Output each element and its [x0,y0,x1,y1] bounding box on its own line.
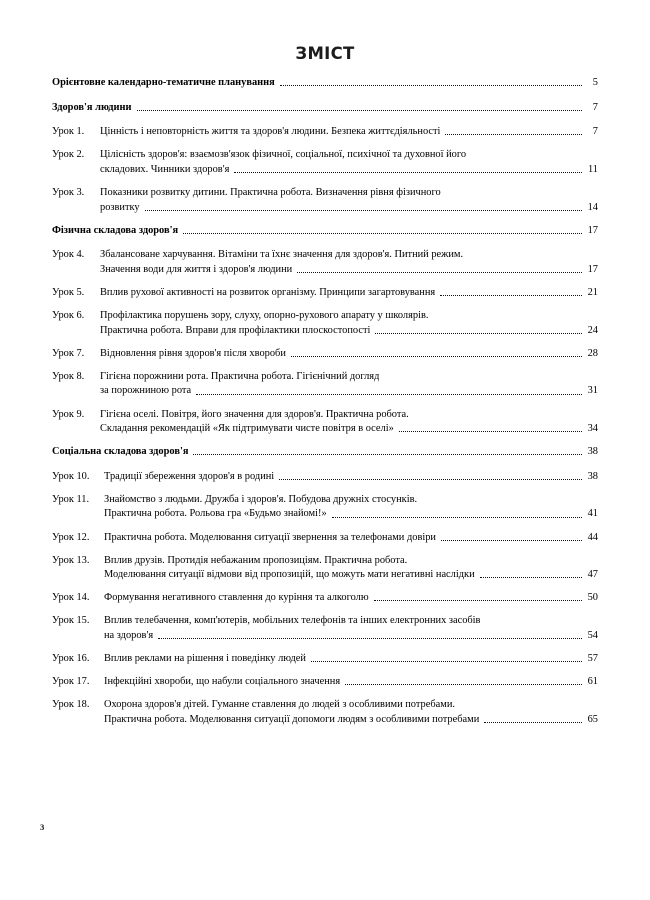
toc-entry-title-continued: Практична робота. Рольова гра «Будьмо знайомі!» [104,508,327,520]
toc-page-number: 61 [587,676,598,688]
dot-leader [484,721,582,723]
dot-leader [297,271,582,273]
toc-page-number: 21 [587,286,598,298]
toc-lesson-entry[interactable] [52,554,598,582]
dot-leader [193,453,582,455]
toc-entry-title-continued: Практична робота. Моделювання ситуації допомоги людям з особливими потребами [104,713,480,725]
dot-leader [441,539,582,541]
dot-leader [311,660,582,662]
toc-lesson-entry[interactable] [52,248,598,276]
toc-entry-line [52,408,598,422]
dot-leader [183,232,582,234]
toc-lesson-entry[interactable] [52,347,598,361]
dot-leader [158,637,582,639]
toc-entry-label: Урок 11. [52,493,90,505]
toc-lesson-entry[interactable] [52,614,598,642]
toc-entry-line-continued [52,713,598,727]
dot-leader [137,109,582,111]
toc-entry-title: Вплив телебачення, комп'ютерів, мобільних телефонів та інших електронних засобів [104,615,481,627]
toc-entry-line [52,614,598,628]
toc-entry-label: Урок 12. [52,531,90,543]
toc-lesson-entry[interactable] [52,591,598,605]
toc-lesson-entry[interactable] [52,408,598,436]
toc-entry-line-continued [52,629,598,643]
toc-section-entry[interactable] [52,76,598,90]
toc-entry-title-continued: Моделювання ситуації відмови від пропозицій, що можуть мати негативні наслідки [104,569,475,581]
toc-entry-line [52,76,598,90]
dot-leader [196,393,582,395]
toc-entry-title: Цілісність здоров'я: взаємозв'язок фізичної, соціальної, психічної та духовної його [100,149,467,161]
dot-leader [234,171,582,173]
toc-entry-title: Інфекційні хвороби, що набули соціального значення [104,676,341,688]
toc-page-number: 50 [587,592,598,604]
toc-entry-title: Охорона здоров'я дітей. Гуманне ставлення до людей з особливими потребами. [104,699,455,711]
toc-entry-line [52,148,598,162]
toc-page-number: 54 [587,630,598,642]
toc-entry-title: Орієнтовне календарно-тематичне планування [52,77,275,88]
toc-entry-line [52,652,598,666]
toc-entry-title: Збалансоване харчування. Вітаміни та їхнє значення для здоров'я. Питний режим. [100,249,464,261]
toc-entry-title: Соціальна складова здоров'я [52,446,189,458]
page-title: ЗМІСТ [295,44,355,63]
toc-entry-title: Показники розвитку дитини. Практична робота. Визначення рівня фізичного [100,186,441,198]
toc-entry-line [52,186,598,200]
toc-entry-line-continued [52,507,598,521]
toc-entry-label: Урок 14. [52,592,90,604]
toc-entry-title: Гігієна оселі. Повітря, його значення для здоров'я. Практична робота. [100,408,409,420]
toc-entry-label: Урок 3. [52,186,85,198]
toc-entry-line-continued [52,201,598,215]
toc-entry-line [52,248,598,262]
toc-page-number: 7 [592,126,598,138]
toc-entry-line-continued [52,163,598,177]
toc-lesson-entry[interactable] [52,148,598,176]
toc-entry-label: Урок 2. [52,149,85,161]
toc-entry-title: Відновлення рівня здоров'я після хвороби [100,347,286,359]
toc-page-number: 24 [587,324,598,336]
toc-entry-title: Цінність і неповторність життя та здоров'я людини. Безпека життєдіяльності [100,126,441,138]
toc-entry-label: Урок 15. [52,615,90,627]
toc-entry-line-continued [52,422,598,436]
toc-section-entry[interactable] [52,224,598,238]
toc-entry-label: Урок 6. [52,310,85,322]
toc-entry-title: Вплив реклами на рішення і поведінку людей [104,653,306,665]
toc-entry-title: Гігієна порожнини рота. Практична робота. Гігієнічний догляд [100,370,380,382]
toc-entry-line [52,224,598,238]
toc-entry-label: Урок 7. [52,347,85,359]
toc-entry-label: Урок 16. [52,653,90,665]
toc-entry-line [52,445,598,459]
toc-entry-title-continued: на здоров'я [104,630,154,642]
toc-entry-title: Практична робота. Моделювання ситуації звернення за телефонами довіри [104,531,436,543]
toc-entry-line [52,286,598,300]
toc-entry-line [52,370,598,384]
toc-entry-title: Формування негативного ставлення до куріння та алкоголю [104,592,369,604]
toc-entry-label: Урок 8. [52,370,85,382]
toc-entry-label: Урок 1. [52,126,85,138]
toc-page-number: 7 [592,101,598,113]
toc-entry-line [52,493,598,507]
toc-entry-line [52,347,598,361]
toc-lesson-entry[interactable] [52,698,598,726]
toc-entry-label: Урок 13. [52,554,90,566]
toc-page-number: 38 [587,446,598,458]
toc-entry-line [52,309,598,323]
toc-page-number: 41 [587,508,598,520]
toc-entry-line-continued [52,324,598,338]
toc-lesson-entry[interactable] [52,652,598,666]
toc-entry-title-continued: розвитку [100,201,140,213]
toc-entry-line [52,101,598,115]
toc-entry-title: Традиції збереження здоров'я в родині [104,470,275,482]
toc-page-number: 44 [587,531,598,543]
toc-entry-line [52,675,598,689]
dot-leader [440,294,582,296]
dot-leader [332,516,582,518]
toc-entry-title-continued: Значення води для життя і здоров'я людини [100,263,293,275]
toc-page-number: 57 [587,653,598,665]
toc-entry-line [52,554,598,568]
toc-lesson-entry[interactable] [52,286,598,300]
toc-entry-title: Здоров'я людини [52,101,132,113]
toc-lesson-entry[interactable] [52,531,598,545]
toc-page-number: 17 [587,224,598,236]
toc-entry-label: Урок 5. [52,286,85,298]
toc-entry-label: Урок 17. [52,676,90,688]
dot-leader [399,430,582,432]
toc-page-number: 5 [592,77,598,88]
toc-page-number: 14 [587,201,598,213]
toc-entry-title-continued: Складання рекомендацій «Як підтримувати чисте повітря в оселі» [100,423,394,435]
toc-section-entry[interactable] [52,101,598,115]
toc-entry-line [52,531,598,545]
toc-page-number: 17 [587,263,598,275]
dot-leader [480,576,582,578]
dot-leader [345,683,582,685]
toc-page-number: 38 [587,470,598,482]
toc-page-number: 65 [587,713,598,725]
dot-leader [375,332,582,334]
toc-entry-line-continued [52,384,598,398]
toc-page-number: 28 [587,347,598,359]
toc-entry-title-continued: Практична робота. Вправи для профілактики плоскостопості [100,324,371,336]
dot-leader [374,599,582,601]
toc-entry-line-continued [52,568,598,582]
toc-lesson-entry[interactable] [52,493,598,521]
dot-leader [145,209,582,211]
toc-entry-title: Фізична складова здоров'я [52,224,179,236]
toc-entry-label: Урок 9. [52,408,85,420]
toc-lesson-entry[interactable] [52,309,598,337]
toc-entry-line [52,591,598,605]
toc-entry-title: Вплив рухової активності на розвиток організму. Принципи загартовування [100,286,436,298]
toc-entry-label: Урок 18. [52,699,90,711]
toc-lesson-entry[interactable] [52,675,598,689]
toc-entry-label: Урок 10. [52,470,90,482]
toc-page-number: 34 [587,423,598,435]
table-of-contents [52,76,598,736]
dot-leader [291,355,582,357]
toc-entry-title: Профілактика порушень зору, слуху, опорно-рухового апарату у школярів. [100,310,429,322]
toc-entry-title-continued: складових. Чинники здоров'я [100,163,230,175]
toc-entry-label: Урок 4. [52,249,85,261]
toc-lesson-entry[interactable] [52,470,598,484]
dot-leader [279,478,582,480]
toc-lesson-entry[interactable] [52,125,598,139]
toc-entry-line-continued [52,263,598,277]
toc-page-number: 31 [587,385,598,397]
toc-entry-title-continued: за порожниною рота [100,385,192,397]
toc-lesson-entry[interactable] [52,370,598,398]
toc-page-number: 47 [587,569,598,581]
toc-entry-line [52,698,598,712]
toc-entry-line [52,470,598,484]
dot-leader [280,84,582,86]
dot-leader [445,133,582,135]
toc-page-number: 11 [587,163,598,175]
toc-entry-title: Знайомство з людьми. Дружба і здоров'я. Побудова дружніх стосунків. [104,493,418,505]
toc-entry-line [52,125,598,139]
toc-lesson-entry[interactable] [52,186,598,214]
page-folio-number: 3 [40,822,45,832]
toc-section-entry[interactable] [52,445,598,459]
toc-entry-title: Вплив друзів. Протидія небажаним пропозиціям. Практична робота. [104,554,408,566]
